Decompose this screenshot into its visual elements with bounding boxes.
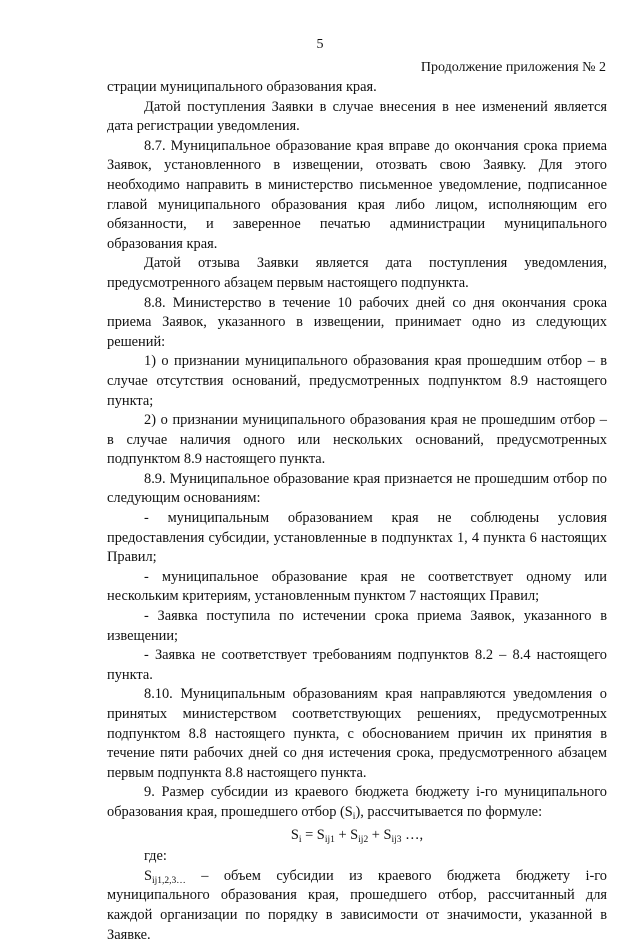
formula-term-3-sub: ij3 [391, 834, 402, 845]
paragraph-8-8: 8.8. Министерство в течение 10 рабочих дней со дня окончания срока приема Заявок, указанного в извещении, принимает одно из следующих решений: [107, 294, 607, 350]
ground-item-2: - муниципальное образование края не соответствует одному или нескольким критериям, установленным пунктом 7 настоящих Правил; [107, 568, 607, 605]
paragraph-9-text-end: ), рассчитывается по формуле: [355, 803, 543, 820]
paragraph-9-subscript: i [352, 811, 356, 822]
definition-symbol: S [144, 867, 153, 884]
formula-term-1: S [316, 826, 325, 843]
definition-symbol-sub: ij1,2,3… [152, 875, 186, 886]
formula-lhs-sub: i [298, 834, 302, 845]
paragraph-8-7: 8.7. Муниципальное образование края вправе до окончания срока приема Заявок, установленного в извещении, отозвать свою Заявку. Для этого необходимо направить в министерство письменное уведомление, подписанное главой муниципального образования края либо лицом, исполняющим его обязанности, и заверенное печатью администрации муниципального образования края. [107, 137, 607, 252]
paragraph-8-10: 8.10. Муниципальным образованиям края направляются уведомления о принятых министерством соответствующих решениях, предусмотренных подпунктом 8.8 настоящего пункта, с обоснованием причин их принятия в течение пяти рабочих дней со дня истечения срока, предусмотренного абзацем первым подпункта 8.8 настоящего пункта. [107, 686, 607, 781]
paragraph-8-9: 8.9. Муниципальное образование края признается не прошедшим отбор по следующим основаниям: [107, 470, 607, 507]
paragraph-withdrawal-date: Датой отзыва Заявки является дата поступления уведомления, предусмотренного абзацем первым настоящего подпункта. [107, 255, 607, 291]
formula-term-1-sub: ij1 [324, 834, 335, 845]
decision-item-1: 1) о признании муниципального образования края прошедшим отбор – в случае отсутствия оснований, предусмотренных подпунктом 8.9 настоящего пункта; [107, 353, 607, 409]
paragraph-receipt-date: Датой поступления Заявки в случае внесения в нее изменений является дата регистрации уведомления. [107, 98, 607, 135]
page-number: 5 [316, 37, 324, 52]
paragraph-9-text-start: 9. Размер субсидии из краевого бюджета бюджету i-го муниципального образования края, прошедшего отбор (S [107, 784, 607, 820]
ground-item-1: - муниципальным образованием края не соблюдены условия предоставления субсидии, установленные в подпунктах 1, 4 пункта 6 настоящих Правил; [107, 510, 607, 566]
formula-term-3: S [383, 826, 392, 843]
appendix-continuation-label: Продолжение приложения № 2 [420, 60, 606, 75]
definition-text: – объем субсидии из краевого бюджета бюджету i-го муниципального образования края, прошедшего отбор, рассчитанный для каждой организации по порядку в зависимости от значимости, указанной в Заявке. [107, 867, 607, 943]
formula-equals: = [301, 826, 317, 843]
subsidy-formula [107, 826, 607, 846]
paragraph-continuation: страции муниципального образования края. [107, 79, 377, 95]
formula-definition [107, 867, 607, 945]
paragraph-9 [107, 783, 607, 822]
formula-tail: …, [401, 826, 424, 843]
formula-plus-1: + [334, 826, 351, 843]
formula-where-label: где: [144, 848, 167, 865]
document-body [107, 78, 607, 945]
ground-item-4: - Заявка не соответствует требованиям подпунктов 8.2 – 8.4 настоящего пункта. [107, 647, 607, 683]
formula-term-2-sub: ij2 [358, 834, 369, 845]
decision-item-2: 2) о признании муниципального образования края не прошедшим отбор – в случае наличия одного или нескольких оснований, предусмотренных подпунктом 8.9 настоящего пункта. [107, 412, 607, 468]
formula-plus-2: + [368, 826, 384, 843]
formula-lhs: S [290, 826, 299, 843]
ground-item-3: - Заявка поступила по истечении срока приема Заявок, указанного в извещении; [107, 608, 607, 644]
formula-term-2: S [350, 826, 359, 843]
